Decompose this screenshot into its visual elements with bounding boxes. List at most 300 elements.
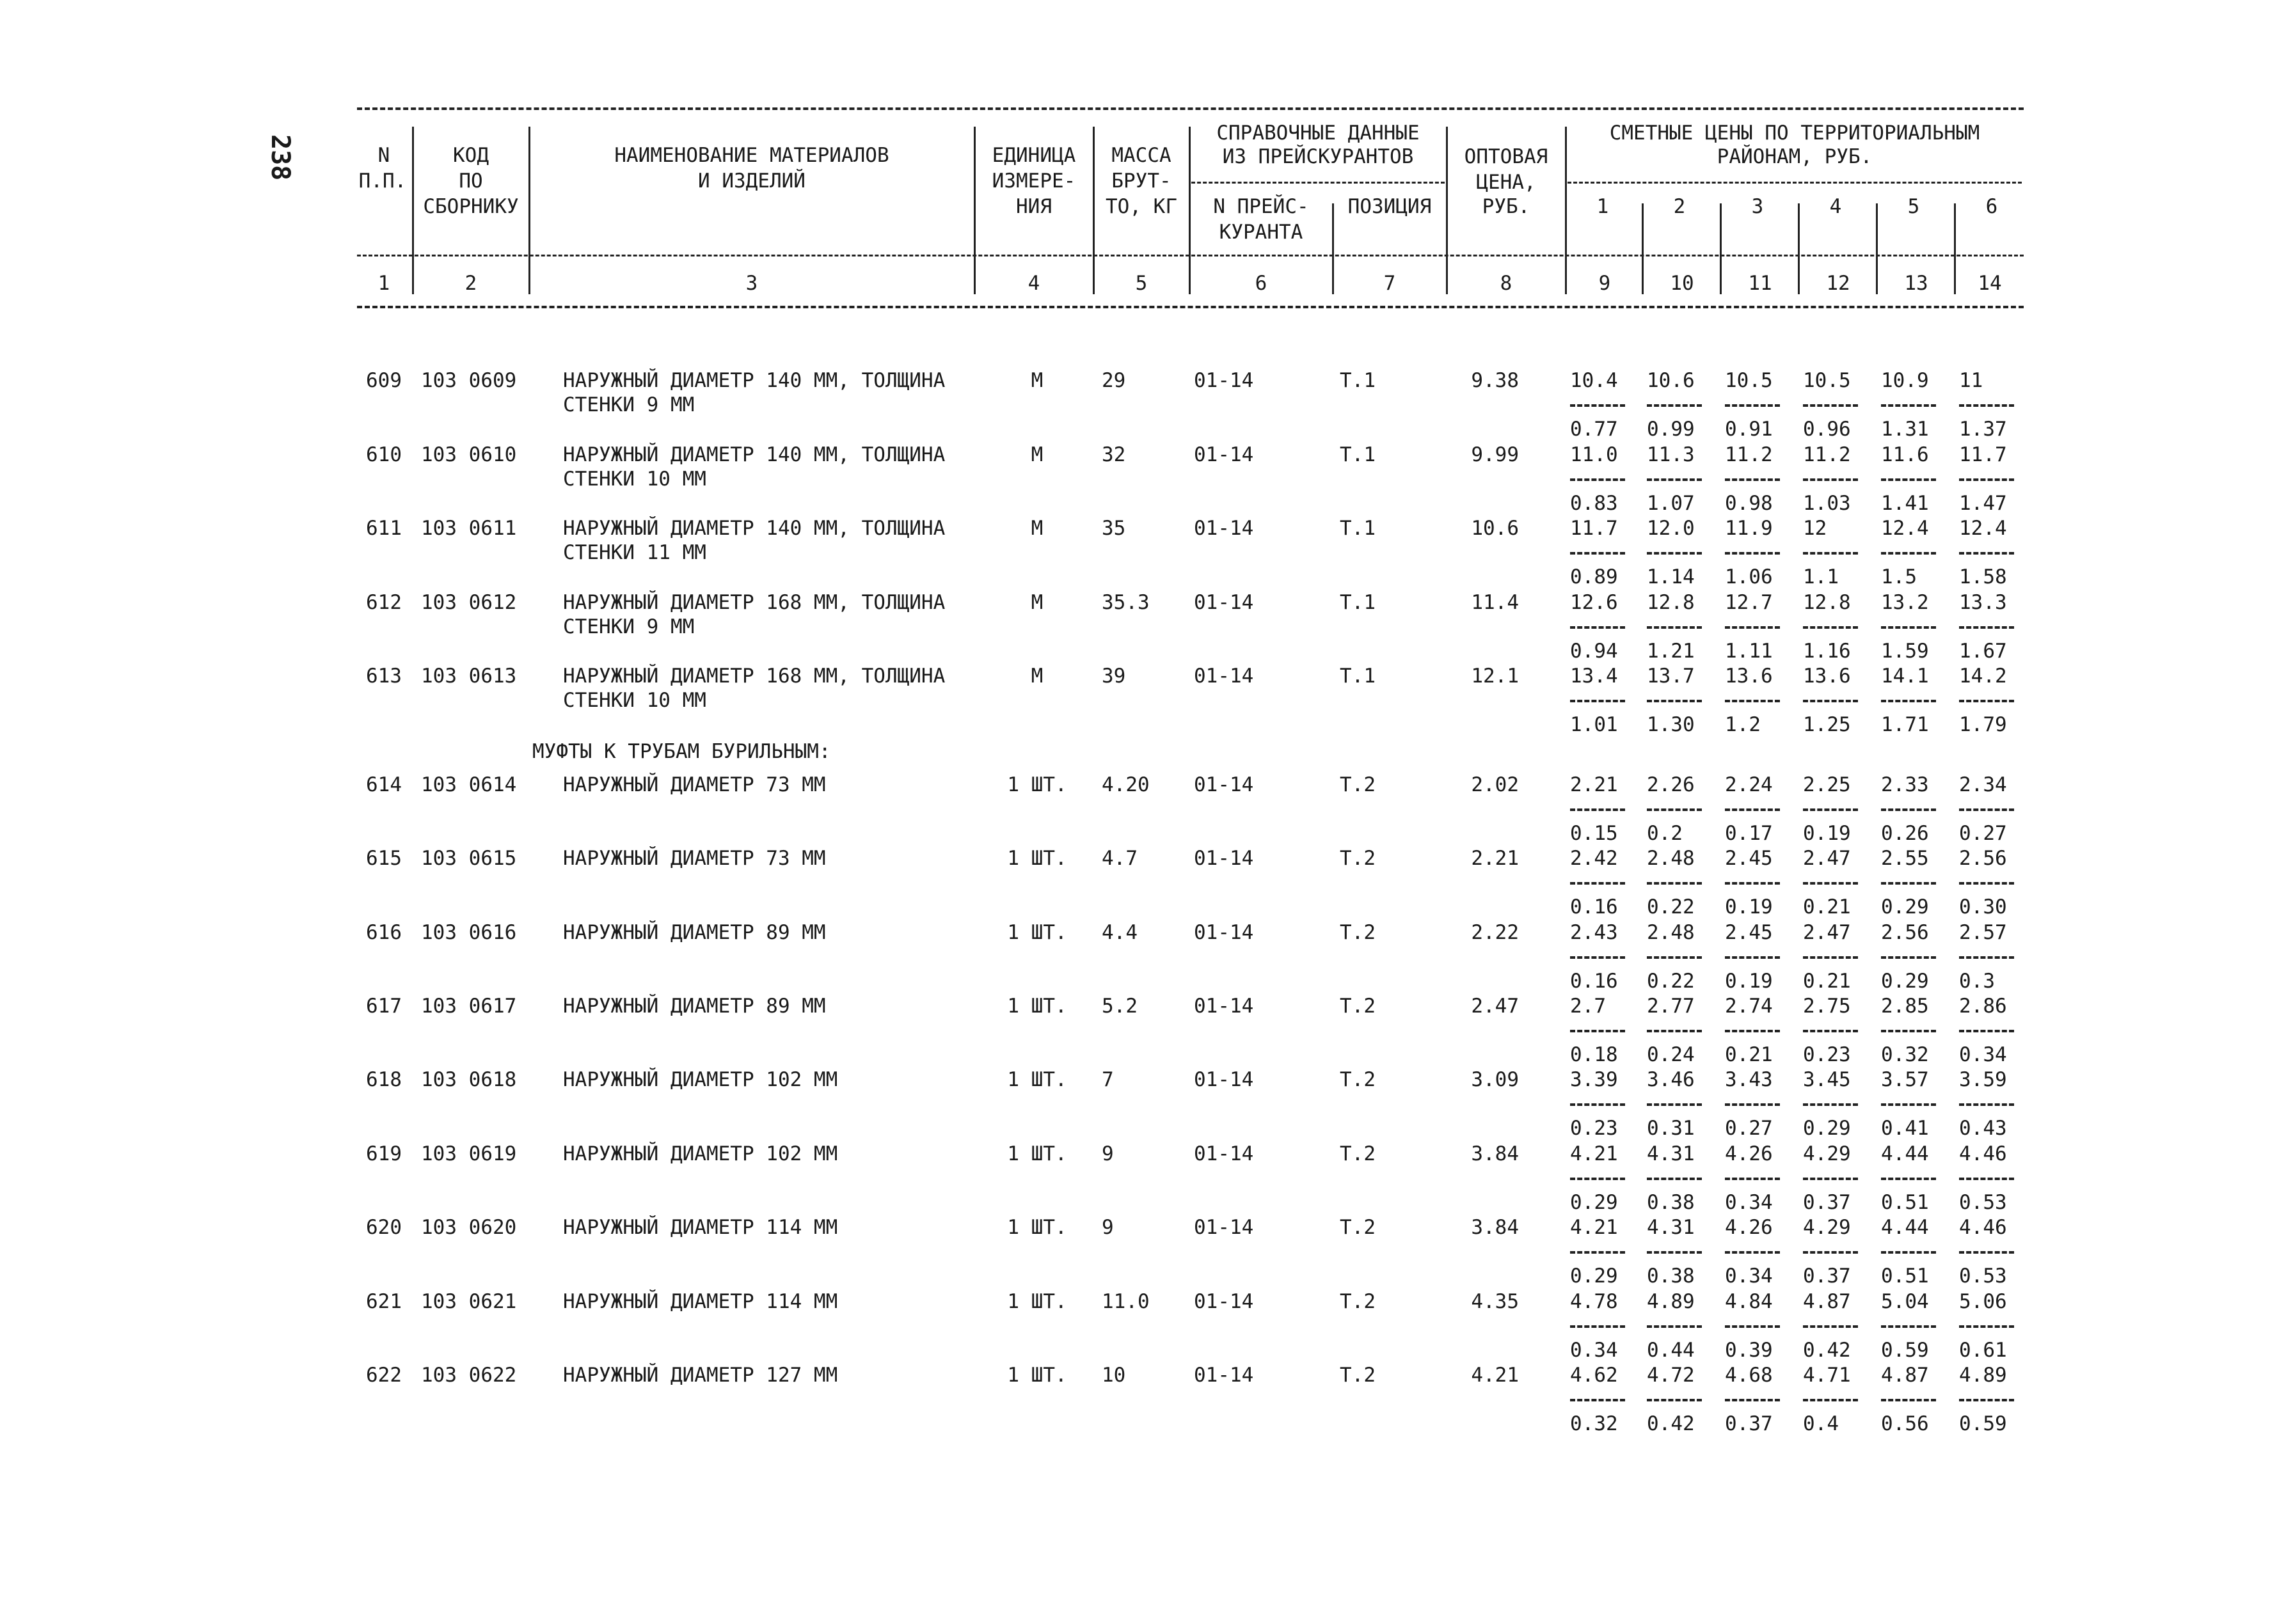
estimate-transport-cost: 0.34 (1725, 1191, 1773, 1214)
row-mass: 4.4 (1102, 921, 1138, 944)
row-position: Т.1 (1340, 517, 1376, 540)
estimate-transport-cost: 1.14 (1647, 565, 1695, 588)
estimate-price: 3.45 (1803, 1068, 1851, 1091)
row-code: 103 0614 (421, 773, 517, 796)
estimate-transport-cost: 1.41 (1881, 492, 1929, 515)
column-number: 2 (464, 272, 477, 295)
row-number: 616 (366, 921, 402, 944)
fraction-rule (1803, 478, 1858, 481)
estimate-transport-cost: 0.16 (1570, 895, 1618, 918)
fraction-rule (1803, 882, 1858, 885)
fraction-rule (1570, 700, 1625, 702)
header-pricelist-label: КУРАНТА (1219, 221, 1303, 244)
row-pricelist: 01-14 (1194, 1142, 1254, 1165)
fraction-rule (1803, 1399, 1858, 1401)
fraction-rule (1881, 552, 1936, 555)
estimate-price: 4.21 (1570, 1216, 1618, 1239)
estimate-transport-cost: 0.42 (1647, 1412, 1695, 1435)
row-name: НАРУЖНЫЙ ДИАМЕТР 127 ММ (563, 1364, 838, 1387)
header-sep (1189, 127, 1191, 294)
estimate-price: 4.26 (1725, 1142, 1773, 1165)
estimate-price: 2.57 (1959, 921, 2007, 944)
fraction-rule (1647, 552, 1702, 555)
estimate-price: 4.84 (1725, 1290, 1773, 1313)
header-mass-label: БРУТ- (1111, 169, 1171, 193)
fraction-rule (1959, 478, 2014, 481)
column-number: 4 (1028, 272, 1040, 295)
estimate-transport-cost: 1.47 (1959, 492, 2007, 515)
estimate-price: 5.06 (1959, 1290, 2007, 1313)
row-pricelist: 01-14 (1194, 1068, 1254, 1091)
row-code: 103 0610 (421, 443, 517, 466)
row-name-continued: СТЕНКИ 9 ММ (563, 393, 695, 416)
estimate-transport-cost: 0.51 (1881, 1191, 1929, 1214)
fraction-rule (1647, 1030, 1702, 1032)
estimate-transport-cost: 0.53 (1959, 1191, 2007, 1214)
row-number: 618 (366, 1068, 402, 1091)
fraction-rule (1570, 956, 1625, 959)
estimate-price: 2.55 (1881, 847, 1929, 870)
estimate-transport-cost: 0.27 (1725, 1117, 1773, 1140)
estimate-transport-cost: 0.34 (1725, 1265, 1773, 1288)
estimate-price: 2.48 (1647, 847, 1695, 870)
row-code: 103 0621 (421, 1290, 517, 1313)
row-number: 619 (366, 1142, 402, 1165)
row-name: НАРУЖНЫЙ ДИАМЕТР 89 ММ (563, 921, 826, 944)
estimate-price: 2.21 (1570, 773, 1618, 796)
row-unit: 1 ШТ. (1007, 847, 1067, 870)
row-position: Т.2 (1340, 1142, 1376, 1165)
row-number: 611 (366, 517, 402, 540)
fraction-rule (1725, 808, 1780, 811)
fraction-rule (1803, 956, 1858, 959)
district-number: 5 (1907, 195, 1920, 218)
fraction-rule (1959, 1399, 2014, 1401)
estimate-price: 10.5 (1725, 369, 1773, 392)
estimate-price: 4.72 (1647, 1364, 1695, 1387)
header-sep (1642, 203, 1644, 294)
row-pricelist: 01-14 (1194, 921, 1254, 944)
row-name-continued: СТЕНКИ 9 ММ (563, 615, 695, 638)
estimate-price: 13.6 (1725, 665, 1773, 688)
estimate-transport-cost: 0.21 (1725, 1043, 1773, 1066)
fraction-rule (1647, 808, 1702, 811)
estimate-transport-cost: 0.98 (1725, 492, 1773, 515)
row-unit: М (1031, 443, 1044, 466)
fraction-rule (1647, 404, 1702, 407)
estimate-transport-cost: 1.30 (1647, 713, 1695, 736)
row-pricelist: 01-14 (1194, 443, 1254, 466)
estimate-transport-cost: 0.94 (1570, 640, 1618, 663)
row-code: 103 0615 (421, 847, 517, 870)
fraction-rule (1725, 626, 1780, 629)
estimate-transport-cost: 0.83 (1570, 492, 1618, 515)
header-pp-label: П.П. (358, 169, 407, 193)
estimate-transport-cost: 0.29 (1881, 895, 1929, 918)
estimate-price: 4.87 (1803, 1290, 1851, 1313)
column-number: 1 (377, 272, 390, 295)
row-unit: 1 ШТ. (1007, 921, 1067, 944)
estimate-transport-cost: 0.29 (1803, 1117, 1851, 1140)
row-name: НАРУЖНЫЙ ДИАМЕТР 140 ММ, ТОЛЩИНА (563, 517, 946, 540)
estimate-price: 14.1 (1881, 665, 1929, 688)
fraction-rule (1881, 700, 1936, 702)
fraction-rule (1647, 700, 1702, 702)
header-sep (1720, 203, 1722, 294)
estimate-price: 2.25 (1803, 773, 1851, 796)
row-position: Т.1 (1340, 443, 1376, 466)
row-number: 622 (366, 1364, 402, 1387)
estimate-transport-cost: 0.22 (1647, 970, 1695, 993)
fraction-rule (1647, 1251, 1702, 1254)
fraction-rule (1959, 1103, 2014, 1106)
row-pricelist: 01-14 (1194, 1216, 1254, 1239)
row-name: НАРУЖНЫЙ ДИАМЕТР 102 ММ (563, 1068, 838, 1091)
page-number: 238 (266, 134, 295, 181)
fraction-rule (1725, 882, 1780, 885)
estimate-price: 12.8 (1803, 591, 1851, 614)
estimate-price: 4.68 (1725, 1364, 1773, 1387)
header-estimate-label: СМЕТНЫЕ ЦЕНЫ ПО ТЕРРИТОРИАЛЬНЫМ (1609, 122, 1980, 145)
fraction-rule (1725, 1399, 1780, 1401)
estimate-transport-cost: 0.24 (1647, 1043, 1695, 1066)
fraction-rule (1803, 808, 1858, 811)
fraction-rule (1647, 956, 1702, 959)
fraction-rule (1881, 1399, 1936, 1401)
row-unit: М (1031, 665, 1044, 688)
estimate-transport-cost: 1.2 (1725, 713, 1761, 736)
row-pricelist: 01-14 (1194, 1290, 1254, 1313)
row-code: 103 0618 (421, 1068, 517, 1091)
estimate-transport-cost: 0.3 (1959, 970, 1995, 993)
header-name-label: НАИМЕНОВАНИЕ МАТЕРИАЛОВ (614, 144, 889, 167)
column-number: 13 (1904, 272, 1928, 295)
row-mass: 32 (1102, 443, 1126, 466)
header-sep (1876, 203, 1878, 294)
fraction-rule (1570, 404, 1625, 407)
estimate-price: 13.6 (1803, 665, 1851, 688)
estimate-price: 2.47 (1803, 847, 1851, 870)
estimate-price: 12.0 (1647, 517, 1695, 540)
row-wholesale-price: 2.21 (1471, 847, 1519, 870)
fraction-rule (1725, 1251, 1780, 1254)
estimate-transport-cost: 0.37 (1803, 1265, 1851, 1288)
row-position: Т.2 (1340, 1364, 1376, 1387)
estimate-transport-cost: 0.21 (1803, 895, 1851, 918)
estimate-price: 4.87 (1881, 1364, 1929, 1387)
estimate-price: 2.24 (1725, 773, 1773, 796)
estimate-transport-cost: 0.34 (1570, 1339, 1618, 1362)
row-mass: 9 (1102, 1216, 1114, 1239)
fraction-rule (1959, 626, 2014, 629)
estimate-price: 4.29 (1803, 1216, 1851, 1239)
estimate-price: 2.45 (1725, 847, 1773, 870)
header-ref-label: ИЗ ПРЕЙСКУРАНТОВ (1222, 145, 1414, 168)
row-unit: 1 ШТ. (1007, 995, 1067, 1018)
district-number: 4 (1829, 195, 1842, 218)
row-mass: 35.3 (1102, 591, 1150, 614)
fraction-rule (1647, 626, 1702, 629)
row-unit: 1 ШТ. (1007, 1216, 1067, 1239)
column-number: 14 (1978, 272, 2002, 295)
estimate-transport-cost: 0.23 (1803, 1043, 1851, 1066)
header-inner-rule (1568, 182, 2022, 184)
estimate-price: 11.3 (1647, 443, 1695, 466)
row-pricelist: 01-14 (1194, 665, 1254, 688)
estimate-transport-cost: 1.31 (1881, 418, 1929, 441)
row-name-continued: СТЕНКИ 10 ММ (563, 689, 706, 712)
column-number: 11 (1748, 272, 1772, 295)
row-code: 103 0622 (421, 1364, 517, 1387)
estimate-price: 4.78 (1570, 1290, 1618, 1313)
row-position: Т.2 (1340, 1068, 1376, 1091)
row-code: 103 0620 (421, 1216, 517, 1239)
estimate-price: 4.71 (1803, 1364, 1851, 1387)
header-price-label: РУБ. (1482, 195, 1530, 218)
estimate-transport-cost: 0.32 (1881, 1043, 1929, 1066)
estimate-transport-cost: 1.07 (1647, 492, 1695, 515)
row-pricelist: 01-14 (1194, 369, 1254, 392)
row-name: НАРУЖНЫЙ ДИАМЕТР 168 ММ, ТОЛЩИНА (563, 665, 946, 688)
estimate-transport-cost: 0.29 (1570, 1191, 1618, 1214)
row-wholesale-price: 3.84 (1471, 1142, 1519, 1165)
header-mass-label: МАССА (1111, 144, 1171, 167)
row-mass: 39 (1102, 665, 1126, 688)
estimate-price: 4.44 (1881, 1142, 1929, 1165)
estimate-price: 3.46 (1647, 1068, 1695, 1091)
row-number: 609 (366, 369, 402, 392)
fraction-rule (1725, 478, 1780, 481)
fraction-rule (1725, 1325, 1780, 1328)
row-code: 103 0609 (421, 369, 517, 392)
estimate-price: 2.26 (1647, 773, 1695, 796)
header-sep (412, 127, 414, 294)
estimate-transport-cost: 0.61 (1959, 1339, 2007, 1362)
district-number: 1 (1596, 195, 1609, 218)
fraction-rule (1725, 1178, 1780, 1180)
estimate-price: 2.56 (1881, 921, 1929, 944)
header-unit-label: ЕДИНИЦА (992, 144, 1076, 167)
estimate-transport-cost: 0.89 (1570, 565, 1618, 588)
fraction-rule (1570, 552, 1625, 555)
row-unit: 1 ШТ. (1007, 1364, 1067, 1387)
fraction-rule (1803, 404, 1858, 407)
estimate-price: 4.89 (1647, 1290, 1695, 1313)
estimate-transport-cost: 0.22 (1647, 895, 1695, 918)
row-code: 103 0617 (421, 995, 517, 1018)
fraction-rule (1881, 626, 1936, 629)
column-number: 10 (1670, 272, 1694, 295)
fraction-rule (1959, 552, 2014, 555)
estimate-transport-cost: 0.39 (1725, 1339, 1773, 1362)
row-wholesale-price: 4.35 (1471, 1290, 1519, 1313)
row-unit: 1 ШТ. (1007, 1068, 1067, 1091)
header-position-label: ПОЗИЦИЯ (1347, 195, 1432, 218)
estimate-transport-cost: 0.29 (1570, 1265, 1618, 1288)
row-position: Т.2 (1340, 995, 1376, 1018)
row-pricelist: 01-14 (1194, 591, 1254, 614)
estimate-transport-cost: 0.15 (1570, 822, 1618, 845)
estimate-price: 5.04 (1881, 1290, 1929, 1313)
fraction-rule (1881, 404, 1936, 407)
estimate-transport-cost: 1.59 (1881, 640, 1929, 663)
header-sep (1798, 203, 1800, 294)
estimate-transport-cost: 1.37 (1959, 418, 2007, 441)
estimate-price: 2.42 (1570, 847, 1618, 870)
row-unit: 1 ШТ. (1007, 1142, 1067, 1165)
row-number: 615 (366, 847, 402, 870)
estimate-transport-cost: 0.27 (1959, 822, 2007, 845)
row-unit: М (1031, 369, 1044, 392)
row-position: Т.2 (1340, 1216, 1376, 1239)
fraction-rule (1959, 882, 2014, 885)
fraction-rule (1803, 552, 1858, 555)
estimate-price: 13.7 (1647, 665, 1695, 688)
row-wholesale-price: 3.09 (1471, 1068, 1519, 1091)
row-position: Т.1 (1340, 665, 1376, 688)
estimate-price: 2.86 (1959, 995, 2007, 1018)
header-sep (974, 127, 976, 294)
row-name: НАРУЖНЫЙ ДИАМЕТР 73 ММ (563, 773, 826, 796)
column-number: 6 (1255, 272, 1267, 295)
row-position: Т.1 (1340, 591, 1376, 614)
row-mass: 4.7 (1102, 847, 1138, 870)
fraction-rule (1803, 626, 1858, 629)
row-mass: 11.0 (1102, 1290, 1150, 1313)
fraction-rule (1570, 882, 1625, 885)
estimate-price: 2.77 (1647, 995, 1695, 1018)
estimate-price: 11.2 (1803, 443, 1851, 466)
row-code: 103 0616 (421, 921, 517, 944)
estimate-price: 2.47 (1803, 921, 1851, 944)
fraction-rule (1647, 1399, 1702, 1401)
column-number: 12 (1826, 272, 1850, 295)
row-number: 621 (366, 1290, 402, 1313)
fraction-rule (1570, 808, 1625, 811)
header-unit-label: НИЯ (1016, 195, 1052, 218)
row-position: Т.2 (1340, 773, 1376, 796)
row-wholesale-price: 2.22 (1471, 921, 1519, 944)
fraction-rule (1725, 956, 1780, 959)
row-number: 620 (366, 1216, 402, 1239)
estimate-transport-cost: 0.23 (1570, 1117, 1618, 1140)
header-sep (528, 127, 530, 294)
estimate-transport-cost: 0.99 (1647, 418, 1695, 441)
row-unit: 1 ШТ. (1007, 773, 1067, 796)
estimate-price: 2.85 (1881, 995, 1929, 1018)
header-inner-rule (1191, 182, 1445, 184)
header-price-label: ЦЕНА, (1476, 171, 1536, 194)
estimate-transport-cost: 0.91 (1725, 418, 1773, 441)
estimate-transport-cost: 0.43 (1959, 1117, 2007, 1140)
estimate-transport-cost: 0.19 (1725, 970, 1773, 993)
estimate-price: 10.6 (1647, 369, 1695, 392)
fraction-rule (1881, 1103, 1936, 1106)
estimate-price: 10.5 (1803, 369, 1851, 392)
estimate-price: 14.2 (1959, 665, 2007, 688)
row-name: НАРУЖНЫЙ ДИАМЕТР 114 ММ (563, 1290, 838, 1313)
row-mass: 4.20 (1102, 773, 1150, 796)
row-code: 103 0612 (421, 591, 517, 614)
estimate-price: 4.44 (1881, 1216, 1929, 1239)
estimate-price: 4.89 (1959, 1364, 2007, 1387)
header-code-label: КОД (453, 144, 489, 167)
row-position: Т.1 (1340, 369, 1376, 392)
fraction-rule (1725, 1103, 1780, 1106)
estimate-transport-cost: 0.44 (1647, 1339, 1695, 1362)
district-number: 2 (1673, 195, 1686, 218)
estimate-price: 12.8 (1647, 591, 1695, 614)
fraction-rule (1881, 808, 1936, 811)
fraction-rule (1959, 1030, 2014, 1032)
fraction-rule (1647, 1325, 1702, 1328)
estimate-transport-cost: 0.17 (1725, 822, 1773, 845)
header-price-label: ОПТОВАЯ (1464, 145, 1548, 168)
estimate-transport-cost: 1.79 (1959, 713, 2007, 736)
row-unit: 1 ШТ. (1007, 1290, 1067, 1313)
estimate-price: 4.26 (1725, 1216, 1773, 1239)
fraction-rule (1881, 1325, 1936, 1328)
row-number: 617 (366, 995, 402, 1018)
estimate-price: 3.59 (1959, 1068, 2007, 1091)
row-name-continued: СТЕНКИ 11 ММ (563, 541, 706, 564)
row-wholesale-price: 2.47 (1471, 995, 1519, 1018)
row-name-continued: СТЕНКИ 10 ММ (563, 468, 706, 491)
row-mass: 35 (1102, 517, 1126, 540)
estimate-transport-cost: 1.06 (1725, 565, 1773, 588)
row-mass: 10 (1102, 1364, 1126, 1387)
header-estimate-label: РАЙОНАМ, РУБ. (1717, 145, 1873, 168)
district-number: 6 (1985, 195, 1998, 218)
header-mass-label: ТО, КГ (1106, 195, 1177, 218)
estimate-transport-cost: 1.25 (1803, 713, 1851, 736)
fraction-rule (1959, 808, 2014, 811)
fraction-rule (1803, 1178, 1858, 1180)
estimate-price: 4.46 (1959, 1142, 2007, 1165)
estimate-price: 4.31 (1647, 1142, 1695, 1165)
fraction-rule (1959, 1251, 2014, 1254)
row-pricelist: 01-14 (1194, 773, 1254, 796)
row-mass: 5.2 (1102, 995, 1138, 1018)
estimate-transport-cost: 0.37 (1803, 1191, 1851, 1214)
estimate-price: 3.57 (1881, 1068, 1929, 1091)
column-number: 3 (745, 272, 758, 295)
row-position: Т.2 (1340, 921, 1376, 944)
row-name: НАРУЖНЫЙ ДИАМЕТР 114 ММ (563, 1216, 838, 1239)
row-name: НАРУЖНЫЙ ДИАМЕТР 89 ММ (563, 995, 826, 1018)
column-number: 5 (1135, 272, 1148, 295)
estimate-price: 13.4 (1570, 665, 1618, 688)
district-number: 3 (1751, 195, 1764, 218)
row-position: Т.2 (1340, 847, 1376, 870)
row-unit: М (1031, 517, 1044, 540)
estimate-price: 2.43 (1570, 921, 1618, 944)
estimate-price: 2.33 (1881, 773, 1929, 796)
estimate-transport-cost: 0.59 (1881, 1339, 1929, 1362)
estimate-transport-cost: 0.42 (1803, 1339, 1851, 1362)
row-pricelist: 01-14 (1194, 1364, 1254, 1387)
estimate-transport-cost: 1.16 (1803, 640, 1851, 663)
row-number: 612 (366, 591, 402, 614)
estimate-price: 2.45 (1725, 921, 1773, 944)
estimate-transport-cost: 0.32 (1570, 1412, 1618, 1435)
estimate-transport-cost: 1.01 (1570, 713, 1618, 736)
estimate-transport-cost: 0.26 (1881, 822, 1929, 845)
row-name: НАРУЖНЫЙ ДИАМЕТР 140 ММ, ТОЛЩИНА (563, 443, 946, 466)
row-pricelist: 01-14 (1194, 517, 1254, 540)
estimate-price: 13.3 (1959, 591, 2007, 614)
estimate-transport-cost: 1.58 (1959, 565, 2007, 588)
